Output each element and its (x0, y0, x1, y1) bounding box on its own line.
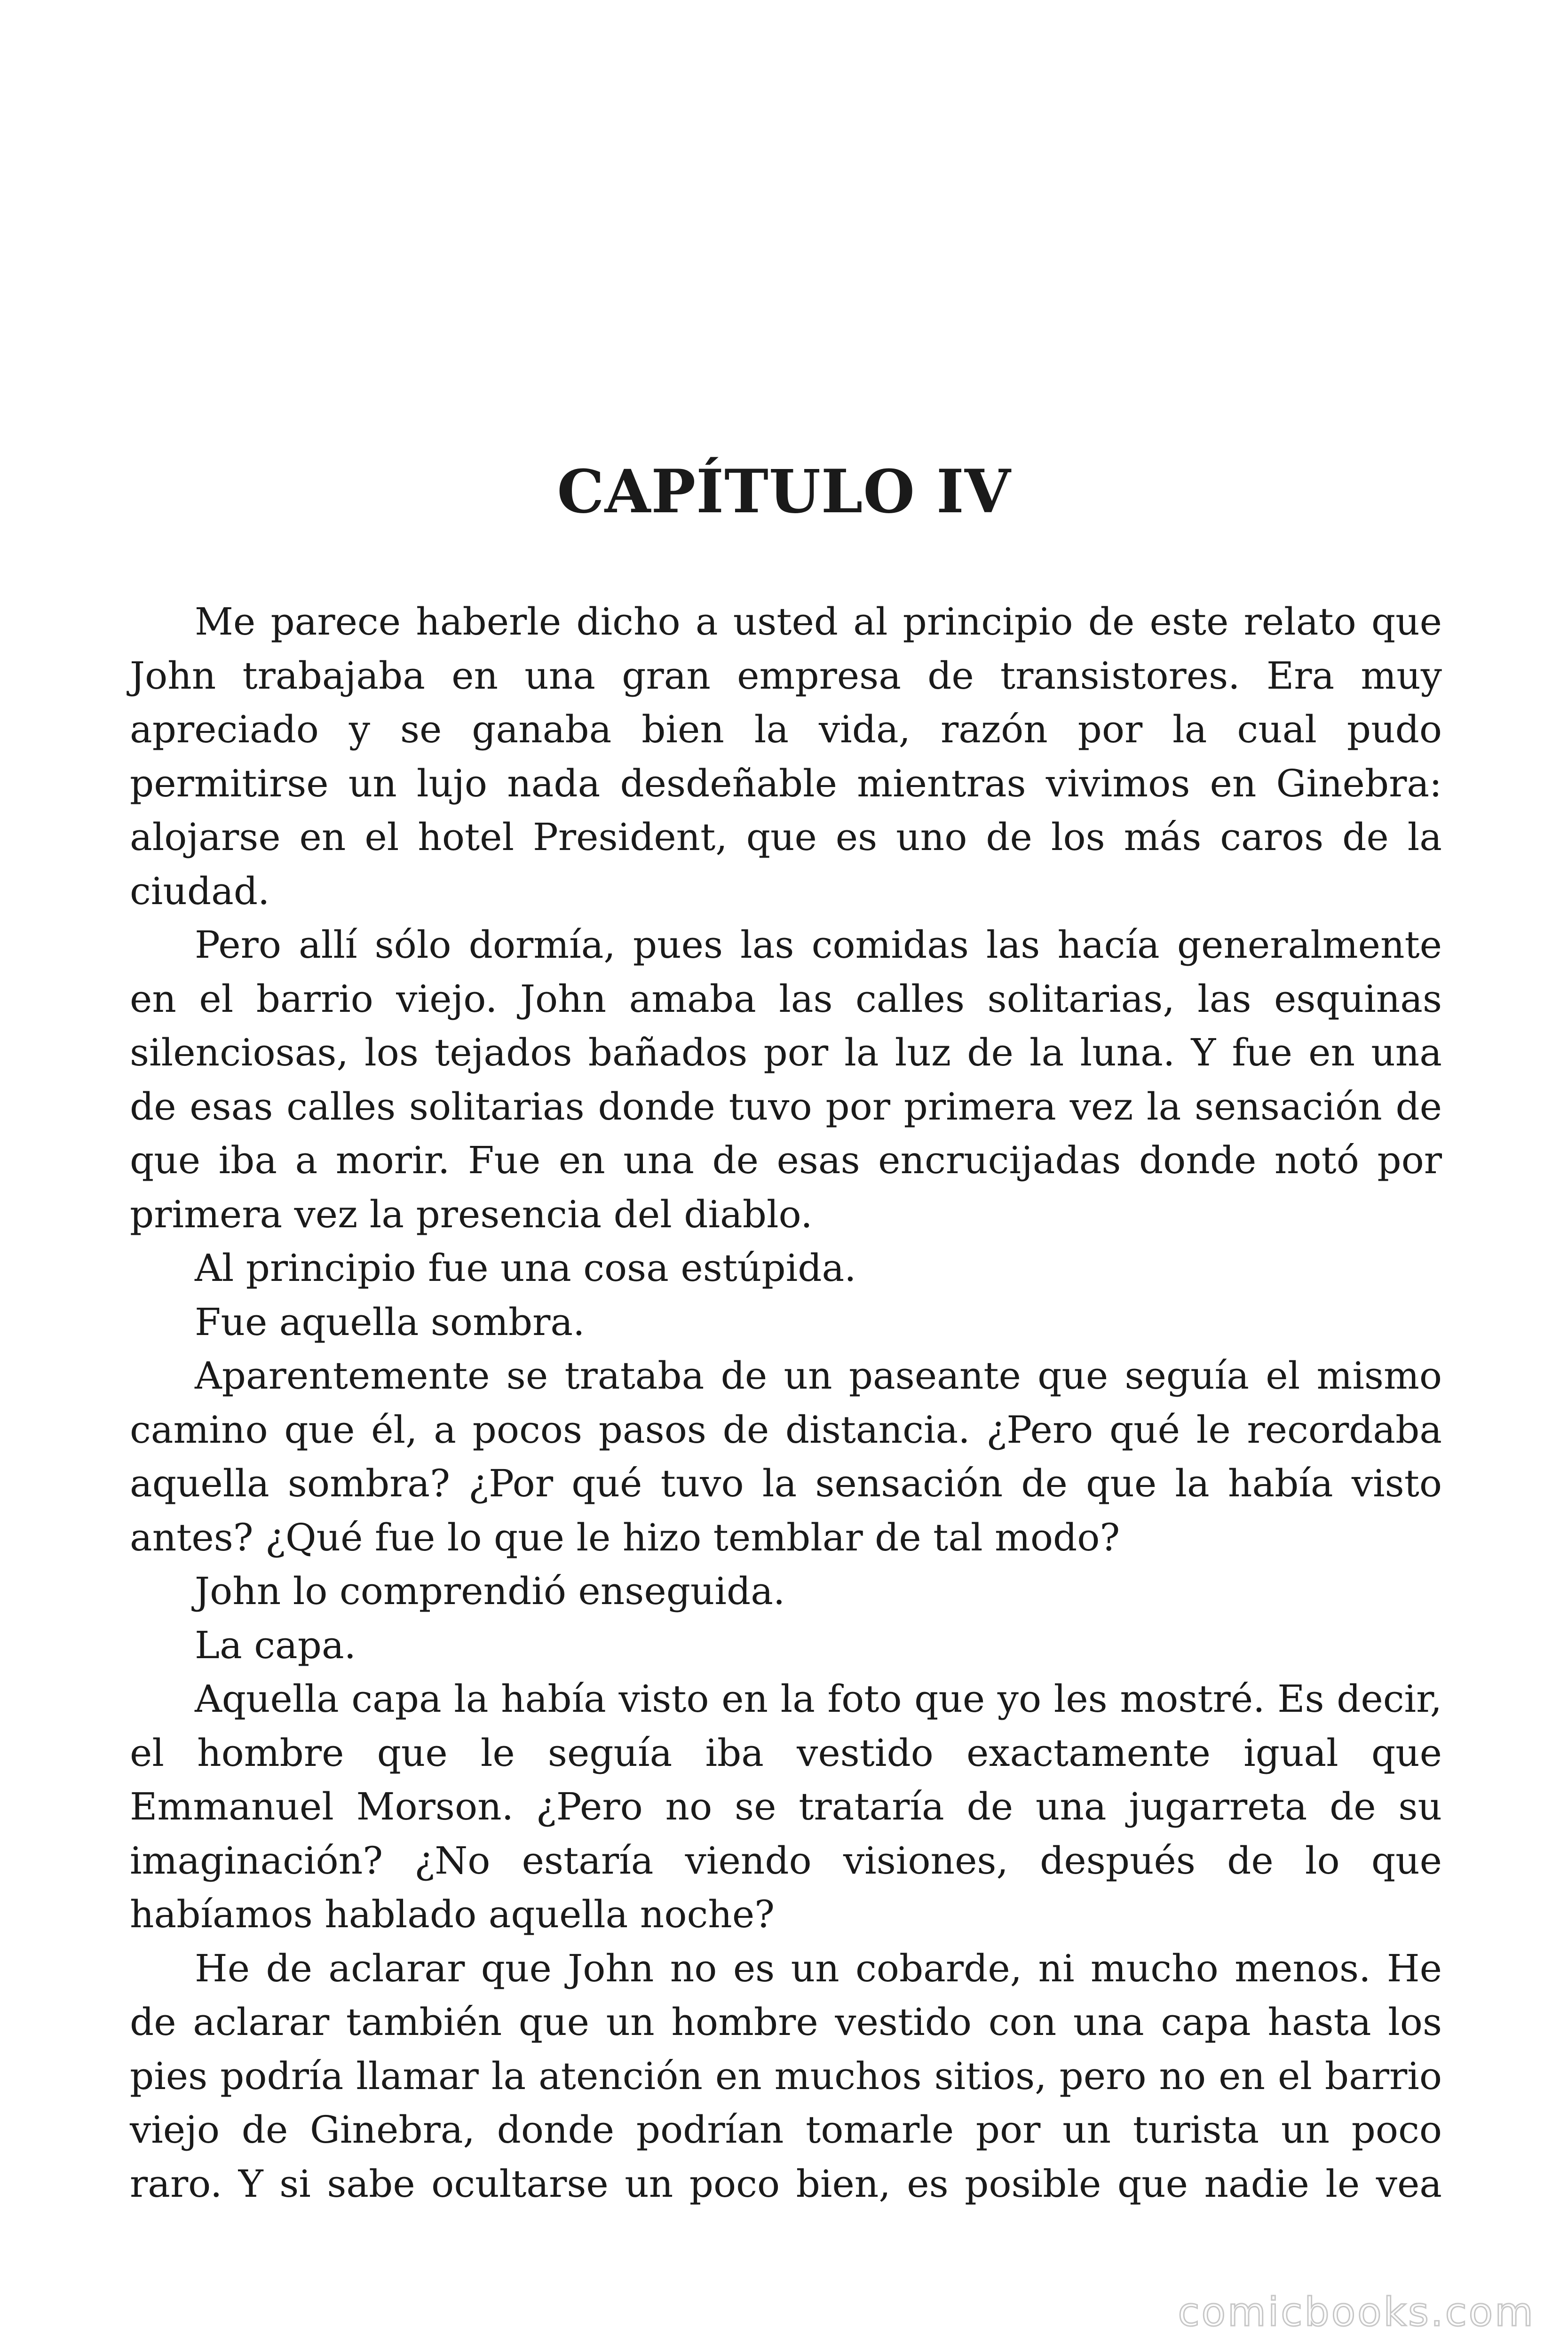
paragraph-2: Pero allí sólo dormía, pues las comidas las hacía generalmente en el barrio viejo. John amaba las calles solitarias, las esquinas silenciosas, los tejados bañados por la luz de la luna. Y fue en una de esas calles solitarias donde tuvo por primera vez la sensación de que iba a morir. Fue en una de esas encrucijadas donde notó por primera vez la presencia del diablo. (130, 923, 1442, 1236)
paragraph-5: Aparentemente se trataba de un paseante que seguía el mismo camino que él, a pocos pasos de distancia. ¿Pero qué le recordaba aquella sombra? ¿Por qué tuvo la sensación de que la había visto antes? ¿Qué fue lo que le hizo temblar de tal modo? (130, 1354, 1442, 1559)
paragraph-3: Al principio fue una cosa estúpida. (195, 1246, 856, 1290)
paragraph-7: La capa. (195, 1623, 356, 1667)
chapter-body (130, 595, 1442, 2211)
watermark-logo: comicbooks.com (1178, 2289, 1535, 2335)
paragraph-9: He de aclarar que John no es un cobarde, ni mucho menos. He de aclarar también que un hombre vestido con una capa hasta los pies podría llamar la atención en muchos sitios, pero no en el barrio viejo de Ginebra, donde podrían tomarle por un turista un poco raro. Y si sabe ocultarse un poco bien, es posible que nadie le vea (130, 1946, 1442, 2206)
paragraph-8: Aquella capa la había visto en la foto que yo les mostré. Es decir, el hombre que le seguía iba vestido exactamente igual que Emmanuel Morson. ¿Pero no se trataría de una jugarreta de su imaginación? ¿No estaría viendo visiones, después de lo que habíamos hablado aquella noche? (130, 1677, 1442, 1936)
chapter-title: CAPÍTULO IV (557, 457, 1011, 526)
paragraph-6: John lo comprendió enseguida. (195, 1569, 785, 1613)
paragraph-1: Me parece haberle dicho a usted al principio de este relato que John trabajaba en una gran empresa de transistores. Era muy apreciado y se ganaba bien la vida, razón por la cual pudo permitirse un lujo nada desdeñable mientras vivimos en Ginebra: alojarse en el hotel President, que es uno de los más caros de la ciudad. (130, 600, 1442, 913)
paragraph-4: Fue aquella sombra. (195, 1300, 585, 1344)
